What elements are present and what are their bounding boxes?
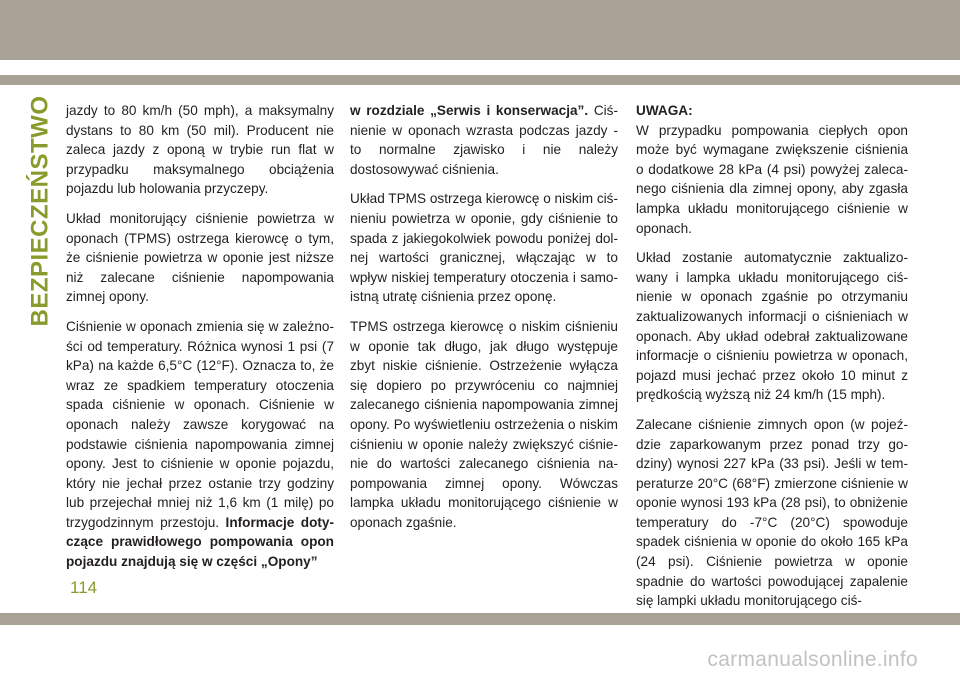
paragraph: Układ zostanie automatycznie zaktualizowany i lampka układu monitorującego ciśnienie w oponach zgaśnie po otrzymaniu zaktualizowanych informacji o ciśnieniach w oponach. Aby układ odebrał zaktualizowane informacje o ciśnieniu powietrza w oponach, pojazd musi jechać przez około 10 minut z prędkością wyższą niż 24 km/h (15 mph). <box>636 250 908 403</box>
cross-reference-bold: Informacje dotyczące prawidłowego pompowania opon pojazdu znajdują się w części „Opony” <box>66 514 334 570</box>
note-block <box>636 101 908 238</box>
paragraph: Zalecane ciśnienie zimnych opon (w pojeździe zaparkowanym przez ponad trzy godziny) wynosi 227 kPa (33 psi). Jeśli w temperaturze 20°C (68°F) zmierzone ciśnienie w oponie wynosi 193 kPa (28 psi), to obniżenie temperatury do -7°C (20°C) spowoduje spadek ciśnienia w oponie do około 165 kPa (24 psi). Ciśnienie powietrza w oponie spadnie do wartości powodującej zapalenie się lampki układu monitorującego ciś- <box>636 416 908 609</box>
paragraph <box>350 101 618 179</box>
text-column-3 <box>636 101 908 621</box>
text-column-1 <box>66 101 334 582</box>
top-band <box>0 0 960 60</box>
note-heading: UWAGA: <box>636 103 693 118</box>
paragraph <box>66 317 334 572</box>
watermark: carmanualsonline.info <box>707 648 918 671</box>
text-column-2 <box>350 101 618 542</box>
paragraph-text: Ciśnienie w oponach wzrasta podczas jazdy - to normalne zjawisko i nie należy dostosowywać ciśnienia. <box>350 103 618 177</box>
paragraph-text: W przypadku pompowania ciepłych opon może być wymagane zwiększenie ciśnienia o dodatkowe 28 kPa (4 psi) powyżej zalecanego ciśnienia dla zimnej opony, aby zgasła lampka układu monitorującego ciśnienie w oponach. <box>636 122 908 236</box>
paragraph: TPMS ostrzega kierowcę o niskim ciśnieniu w oponie tak długo, jak długo występuje zbyt niskie ciśnienie. Ostrzeżenie wyłącza się dopiero po przywróceniu co najmniej zalecanego ciśnienia napompowania zimnej opony. Po wyświetleniu ostrzeżenia o niskim ciśnieniu w oponie należy zwiększyć ciśnienie do wartości zalecanego ciśnienia napompowania zimnej opony. Wówczas lampka układu monitorującego ciśnienie w oponach zgaśnie. <box>350 318 618 530</box>
cross-reference-bold: w rozdziale „Serwis i konserwacja”. <box>350 103 589 118</box>
paragraph-text: Ciśnienie w oponach zmienia się w zależności od temperatury. Różnica wynosi 1 psi (7 kPa) na każde 6,5°C (12°F). Oznacza to, że wraz ze spadkiem temperatury otoczenia spada ciśnienie w oponach. Ciśnienie w oponach należy zawsze korygować na podstawie ciśnienia napompowania zimnej opony. Jest to ciśnienie w oponie pojazdu, który nie jechał przez ostanie trzy godziny lub przejechał mniej niż 1,6 km (1 milę) po trzygodzinnym przestoju. <box>66 318 334 530</box>
section-title-text: BEZPIECZEŃSTWO <box>26 94 54 327</box>
page-number: 114 <box>70 578 98 597</box>
paragraph: Układ monitorujący ciśnienie powietrza w oponach (TPMS) ostrzega kierowcę o tym, że ciśnienie powietrza w oponie jest niższe niż zalecane ciśnienie napompowania zimnej opony. <box>66 210 334 305</box>
section-title-vertical <box>25 94 55 327</box>
bottom-band <box>0 613 960 625</box>
paragraph: jazdy to 80 km/h (50 mph), a maksymalny dystans to 80 km (50 mil). Producent nie zaleca jazdy z oponą w trybie run flat w przypadku maksymalnego obciążenia pojazdu lub holowania przyczepy. <box>66 103 334 197</box>
top-band-line <box>0 75 960 85</box>
paragraph: Układ TPMS ostrzega kierowcę o niskim ciśnieniu powietrza w oponie, gdy ciśnienie to spada z jakiegokolwiek powodu poniżej dolnej wartości granicznej, włączając w to wpływ niskiej temperatury otoczenia i samoistną utratę ciśnienia przez oponę. <box>350 191 618 305</box>
